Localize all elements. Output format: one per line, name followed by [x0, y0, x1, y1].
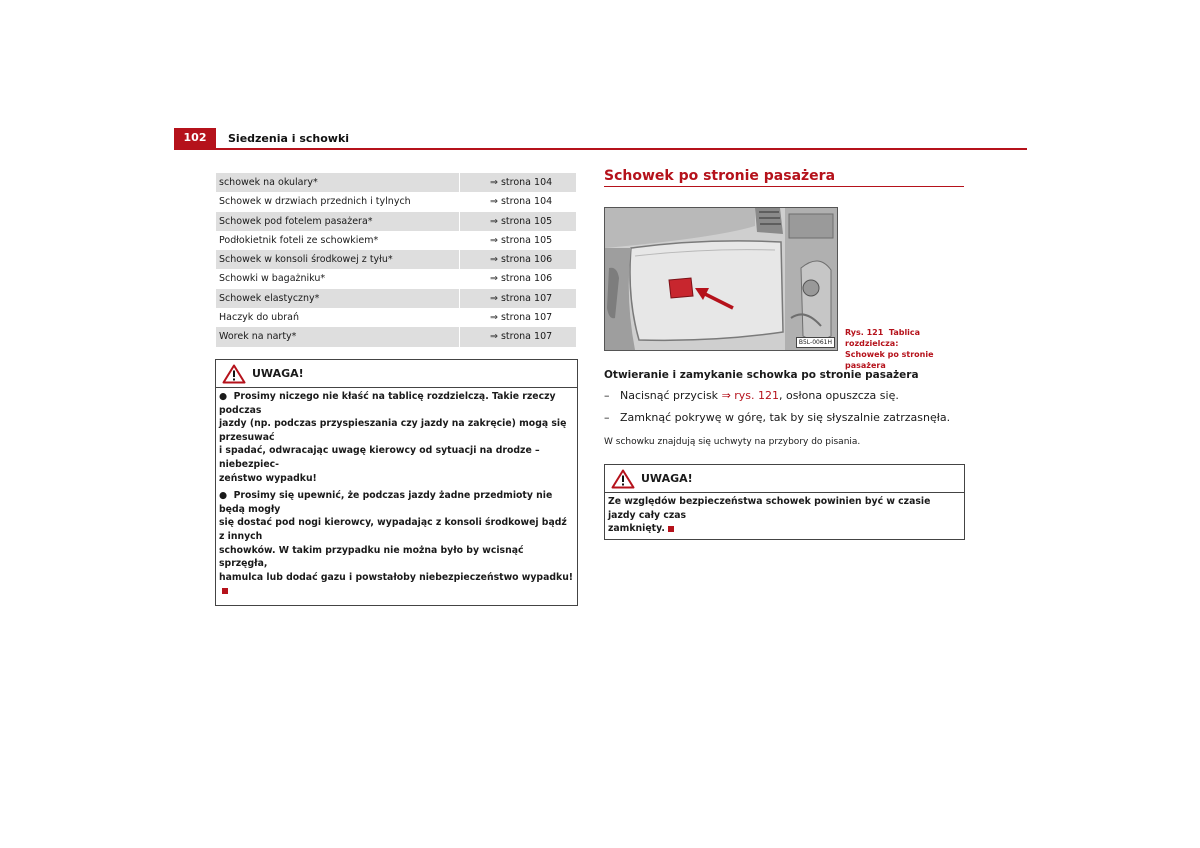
page-header	[174, 128, 1027, 150]
step-text: , osłona opuszcza się.	[779, 389, 899, 402]
text-line: się dostać pod nogi kierowcy, wypadając z konsoli środkowej bądź z innych	[219, 517, 567, 542]
warning-triangle-icon	[222, 364, 246, 384]
table-cell-item: Schowek w drzwiach przednich i tylnych	[216, 192, 460, 211]
table-cell-page-ref[interactable]: ⇒ strona 105	[490, 234, 553, 246]
instruction-step-2	[604, 411, 950, 425]
bullet: ●	[219, 391, 228, 402]
text-line: jazdy (np. podczas przyspieszania czy jazdy na zakręcie) mogą się przesuwać	[219, 418, 567, 443]
warning-triangle-icon	[611, 469, 635, 489]
subheading: Otwieranie i zamykanie schowka po stronie pasażera	[604, 369, 919, 381]
table-cell-item: Podłokietnik foteli ze schowkiem*	[216, 231, 460, 250]
table-cell-page-ref[interactable]: ⇒ strona 107	[490, 292, 553, 304]
text-line: zeństwo wypadku!	[219, 472, 317, 484]
table-row	[216, 212, 576, 231]
figure-reference-link[interactable]: ⇒ rys. 121	[721, 389, 780, 402]
bullet: ●	[219, 490, 228, 502]
warning-body	[216, 388, 577, 605]
warning-box-glovebox	[604, 464, 965, 540]
figure-caption	[845, 327, 970, 371]
end-of-section-marker	[222, 588, 228, 594]
step-dash: –	[604, 411, 610, 424]
table-row	[216, 327, 576, 346]
table-row	[216, 250, 576, 269]
table-cell-page-ref[interactable]: ⇒ strona 105	[490, 215, 553, 227]
table-cell-item: schowek na okulary*	[216, 173, 460, 192]
table-cell-page-ref[interactable]: ⇒ strona 107	[490, 331, 553, 343]
text-line: i spadać, odwracając uwagę kierowcy od sytuacji na drodze – niebezpiec-	[219, 445, 540, 470]
caption-text: Schowek po stronie pasażera	[845, 350, 934, 370]
step-text: Zamknąć pokrywę w górę, tak by się słyszalnie zatrzasnęła.	[620, 411, 951, 424]
table-cell-page-ref[interactable]: ⇒ strona 104	[490, 196, 553, 208]
table-cell-item: Schowek pod fotelem pasażera*	[216, 212, 460, 231]
warning-header	[216, 360, 577, 388]
glovebox-illustration	[605, 208, 837, 350]
warning-title: UWAGA!	[641, 472, 693, 485]
text-line: Prosimy niczego nie kłaść na tablicę rozdzielczą. Takie rzeczy podczas	[219, 391, 556, 416]
table-row	[216, 289, 576, 308]
step-dash: –	[604, 389, 610, 402]
warning-body	[605, 493, 964, 539]
page-number: 102	[174, 128, 216, 148]
table-cell-item: Schowek elastyczny*	[216, 289, 460, 308]
table-cell-item: Schowek w konsoli środkowej z tyłu*	[216, 250, 460, 269]
table-row	[216, 308, 576, 327]
table-row	[216, 231, 576, 250]
text-line: Prosimy się upewnić, że podczas jazdy żadne przedmioty nie będą mogły	[219, 490, 553, 515]
warning-title: UWAGA!	[252, 367, 304, 380]
warning-paragraph-2	[219, 489, 574, 598]
text-line: schowków. W takim przypadku nie można było by wcisnąć sprzęgła,	[219, 544, 524, 570]
warning-paragraph-1	[219, 390, 574, 485]
warning-box-dashboard	[215, 359, 578, 606]
table-row	[216, 192, 576, 211]
table-row	[216, 269, 576, 288]
note-text: W schowku znajdują się uchwyty na przybory do pisania.	[604, 437, 861, 447]
table-cell-page-ref[interactable]: ⇒ strona 107	[490, 312, 553, 324]
text-line: zamknięty.	[608, 523, 665, 535]
table-cell-item: Haczyk do ubrań	[216, 308, 460, 327]
text-line: hamulca lub dodać gazu i powstałoby niebezpieczeństwo wypadku!	[219, 571, 574, 583]
chapter-title: Siedzenia i schowki	[228, 132, 350, 145]
text-line: Ze względów bezpieczeństwa schowek powinien być w czasie jazdy cały czas	[608, 496, 931, 521]
warning-header	[605, 465, 964, 493]
table-cell-page-ref[interactable]: ⇒ strona 104	[490, 177, 553, 188]
table-row	[216, 173, 576, 192]
storage-reference-table	[216, 173, 576, 347]
table-cell-item: Worek na narty*	[216, 327, 460, 346]
caption-number: Rys. 121	[845, 328, 884, 337]
step-text: Nacisnąć przycisk	[620, 389, 719, 402]
table-cell-page-ref[interactable]: ⇒ strona 106	[490, 254, 553, 266]
instruction-step-1	[604, 389, 899, 403]
table-cell-item: Schowki w bagażniku*	[216, 269, 460, 288]
caption-text: Tablica rozdzielcza:	[845, 328, 921, 348]
dashboard-figure	[604, 207, 838, 351]
end-of-section-marker	[668, 526, 674, 532]
figure-code: B5L-0061H	[796, 337, 835, 348]
section-title: Schowek po stronie pasażera	[604, 168, 964, 187]
table-cell-page-ref[interactable]: ⇒ strona 106	[490, 273, 553, 285]
